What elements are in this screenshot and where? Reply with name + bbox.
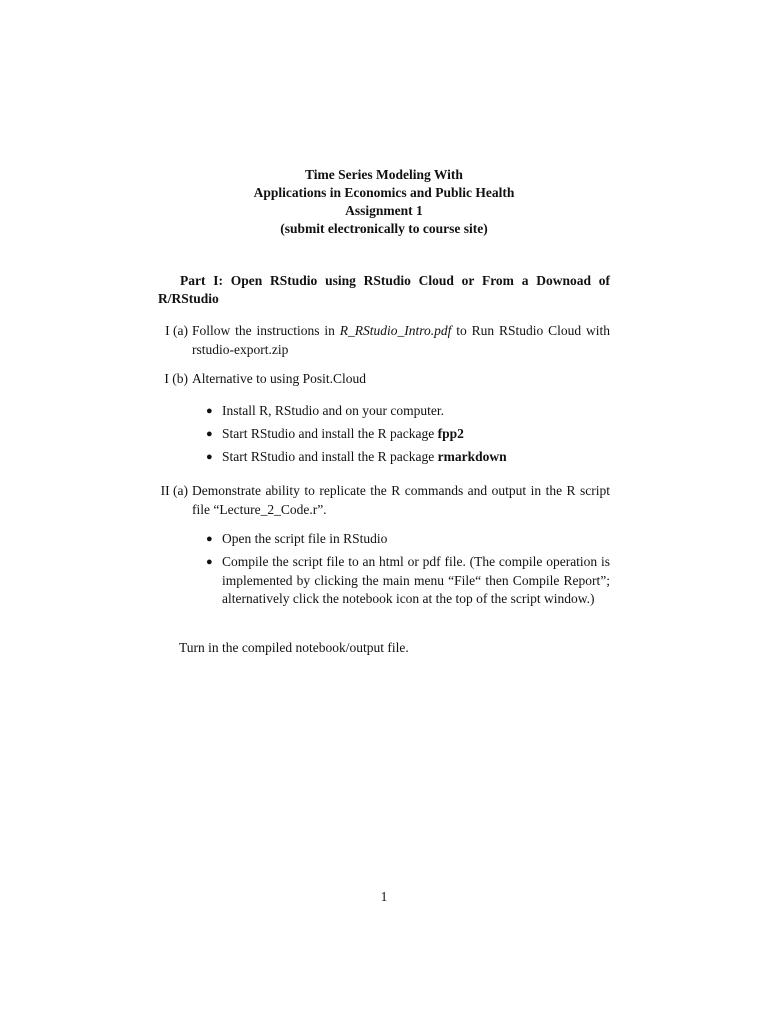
item-label: II (a)	[160, 483, 188, 498]
item-body: Alternative to using Posit.Cloud	[192, 371, 366, 386]
bullet-text: Compile the script file to an html or pdf file. (The compile operation is implemented by clicking the main menu “File“ then Compile Report”; alternatively click the notebook icon at the top of the script window.)	[222, 554, 610, 606]
bullet-icon: ●	[206, 451, 213, 463]
turn-in-instruction: Turn in the compiled notebook/output file.	[179, 640, 409, 655]
assignment-number: Assignment 1	[345, 203, 423, 218]
list-item	[206, 425, 610, 444]
course-title: Time Series Modeling With	[305, 167, 463, 182]
bullet-text: Open the script file in RStudio	[222, 531, 388, 546]
intro-pdf-reference: R_RStudio_Intro.pdf	[339, 323, 452, 338]
package-name: fpp2	[437, 426, 464, 441]
bullet-icon: ●	[206, 533, 213, 545]
item-label: I (b)	[164, 371, 188, 386]
title-block	[0, 166, 768, 238]
bullet-icon: ●	[206, 405, 213, 417]
part-one-heading: Part I: Open RStudio using RStudio Cloud or From a Downoad of R/RStudio	[158, 273, 610, 306]
bullet-text: Install R, RStudio and on your computer.	[222, 403, 444, 418]
bullet-icon: ●	[206, 428, 213, 440]
list-item	[206, 448, 610, 467]
bullet-icon: ●	[206, 556, 213, 568]
item-text: to Run RStudio Cloud with rstudio-export.zip	[192, 323, 611, 357]
bullet-list-ii-a	[206, 530, 610, 609]
item-label: I (a)	[165, 323, 188, 338]
bullet-text: Start RStudio and install the R package	[222, 449, 438, 464]
item-text: Follow the instructions in	[192, 323, 340, 338]
item-body	[192, 321, 610, 359]
package-name: rmarkdown	[437, 449, 507, 464]
list-item	[206, 553, 610, 609]
list-item	[206, 402, 610, 421]
item-body: Demonstrate ability to replicate the R commands and output in the R script file “Lecture_2_Code.r”.	[192, 483, 610, 517]
page-number: 1	[380, 889, 388, 904]
course-subtitle: Applications in Economics and Public Health	[253, 185, 515, 200]
submission-note: (submit electronically to course site)	[280, 221, 488, 236]
bullet-list-i-b	[206, 402, 610, 467]
list-item	[206, 530, 610, 549]
bullet-text: Start RStudio and install the R package	[222, 426, 438, 441]
